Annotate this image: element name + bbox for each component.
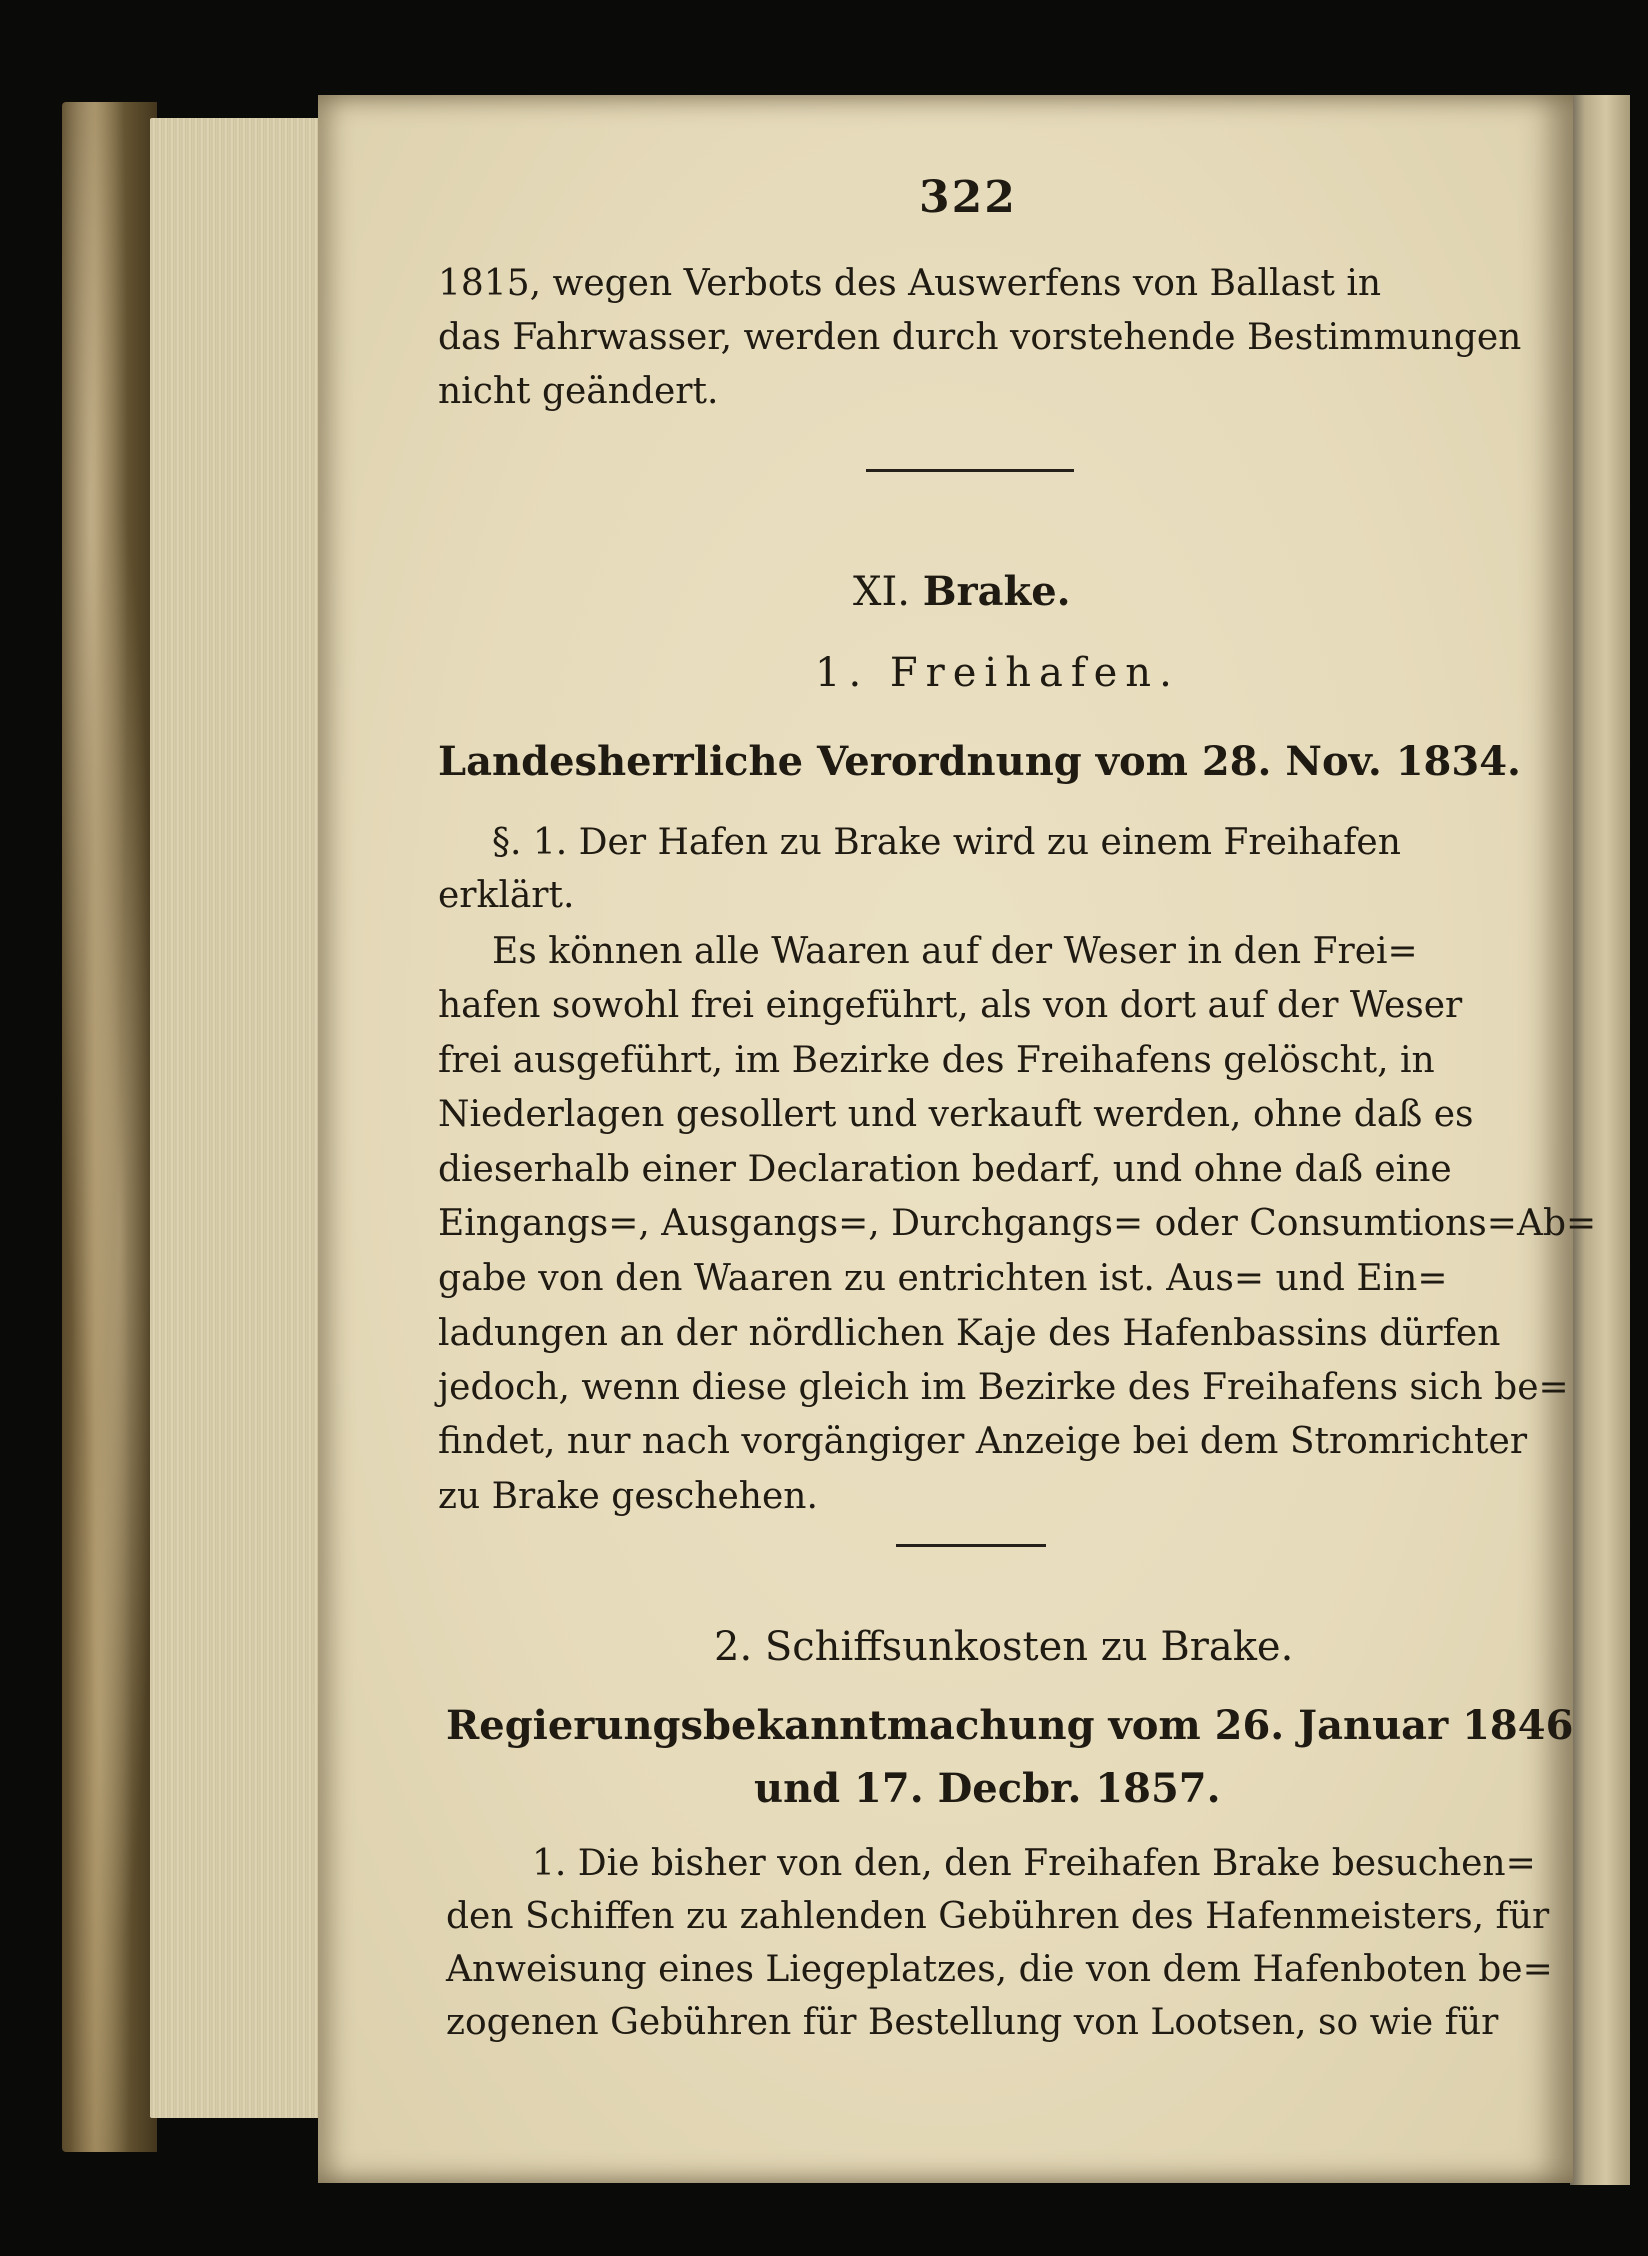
para-2-line-1: Es können alle Waaren auf der Weser in den Frei= xyxy=(492,931,1418,972)
decree-heading-2-line-2: und 17. Decbr. 1857. xyxy=(754,1765,1221,1812)
decree-heading-1: Landesherrliche Verordnung vom 28. Nov. 1834. xyxy=(438,738,1521,785)
para-2-line-3: frei ausgeführt, im Bezirke des Freihafens gelöscht, in xyxy=(438,1040,1435,1081)
section-title xyxy=(853,568,1071,615)
intro-line-1: 1815, wegen Verbots des Auswerfens von Ballast in xyxy=(438,263,1382,304)
section-name: Brake. xyxy=(922,568,1071,615)
decree-heading-2-line-1: Regierungsbekanntmachung vom 26. Januar 1846 xyxy=(446,1702,1574,1749)
para-2-line-7: gabe von den Waaren zu entrichten ist. Aus= und Ein= xyxy=(438,1258,1448,1299)
intro-line-2: das Fahrwasser, werden durch vorstehende Bestimmungen xyxy=(438,317,1522,358)
subsection-heading-1: 1. Freihafen. xyxy=(815,650,1180,696)
sub2-para-line-2: den Schiffen zu zahlenden Gebühren des Hafenmeisters, für xyxy=(446,1896,1550,1937)
para-2-line-10: findet, nur nach vorgängiger Anzeige bei dem Stromrichter xyxy=(438,1421,1528,1462)
para-2-line-11: zu Brake geschehen. xyxy=(438,1476,818,1517)
sub2-para-line-4: zogenen Gebühren für Bestellung von Lootsen, so wie für xyxy=(446,2002,1499,2043)
section-divider xyxy=(866,469,1074,472)
subsection-heading-2: 2. Schiffsunkosten zu Brake. xyxy=(714,1624,1294,1670)
para-2-line-2: hafen sowohl frei eingeführt, als von dort auf der Weser xyxy=(438,985,1463,1026)
para-1-line-2: erklärt. xyxy=(438,875,575,916)
intro-line-3: nicht geändert. xyxy=(438,371,719,412)
marbled-cover xyxy=(62,102,157,2152)
section-number: XI. xyxy=(853,569,910,615)
sub2-para-line-1: 1. Die bisher von den, den Freihafen Brake besuchen= xyxy=(532,1843,1536,1884)
subsection-divider xyxy=(896,1544,1046,1547)
para-1-line-1: §. 1. Der Hafen zu Brake wird zu einem Freihafen xyxy=(492,822,1401,863)
para-2-line-8: ladungen an der nördlichen Kaje des Hafenbassins dürfen xyxy=(438,1313,1501,1354)
page-block-edges xyxy=(150,118,320,2118)
next-page-edge xyxy=(1570,95,1630,2185)
para-2-line-6: Eingangs=, Ausgangs=, Durchgangs= oder Consumtions=Ab= xyxy=(438,1203,1597,1244)
sub2-para-line-3: Anweisung eines Liegeplatzes, die von dem Hafenboten be= xyxy=(446,1949,1553,1990)
para-2-line-9: jedoch, wenn diese gleich im Bezirke des Freihafens sich be= xyxy=(438,1367,1569,1408)
para-2-line-5: dieserhalb einer Declaration bedarf, und ohne daß eine xyxy=(438,1149,1452,1190)
page-number: 322 xyxy=(919,172,1017,223)
para-2-line-4: Niederlagen gesollert und verkauft werden, ohne daß es xyxy=(438,1094,1474,1135)
